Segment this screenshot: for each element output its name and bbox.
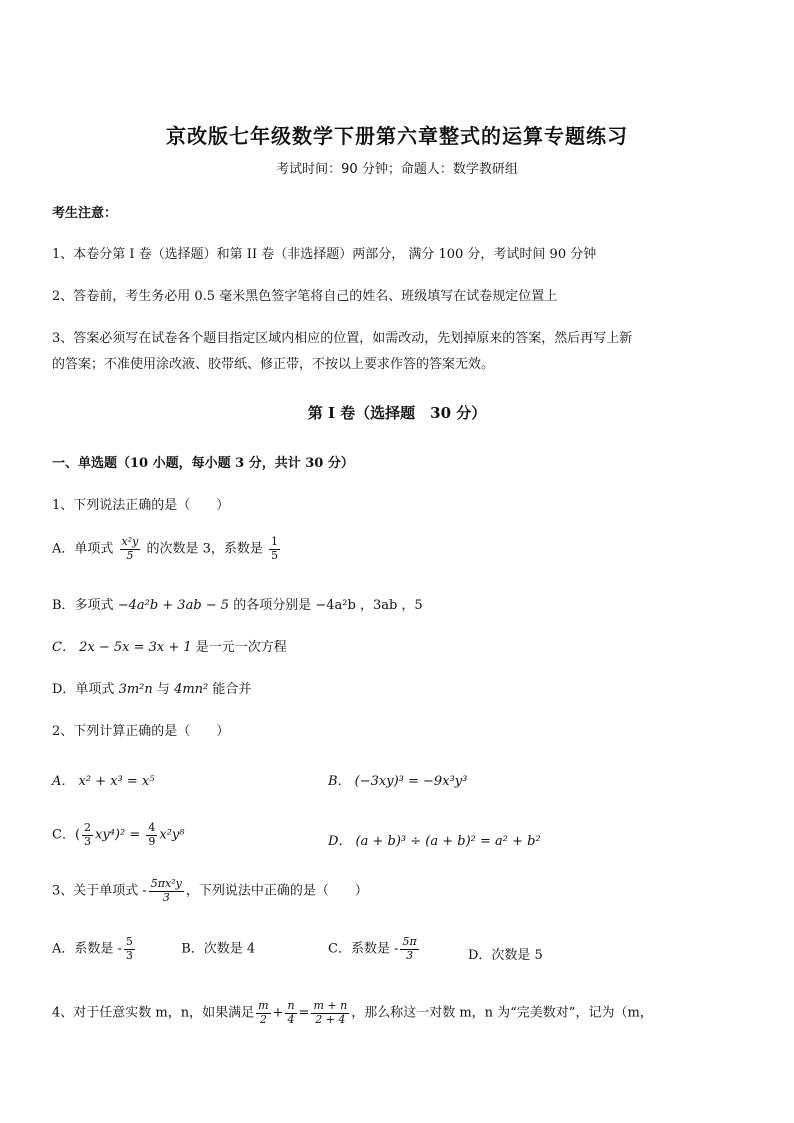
q1-d-expression-1: 3m²n <box>118 682 153 697</box>
q2-c-prefix: C．( <box>52 827 81 843</box>
q1-a-fraction-den: 5 <box>126 548 134 562</box>
q3-stem-prefix: 3、关于单项式 - <box>52 883 147 899</box>
q1-a-coef-den: 5 <box>271 548 279 562</box>
q1-b-expression: −4a²b + 3ab − 5 <box>117 598 230 613</box>
exam-info: 考试时间：90 分钟；命题人：数学教研组 <box>276 162 518 177</box>
q3-options-row <box>52 936 255 962</box>
q4-fraction-2 <box>285 1000 296 1026</box>
q3-stem-fraction <box>149 878 184 904</box>
q1-a-fraction-num: x²y <box>121 535 139 548</box>
q4-fraction-1 <box>256 1000 270 1026</box>
q2-c-fraction-num: 2 <box>84 821 92 834</box>
q1-d-middle: 与 <box>156 682 170 697</box>
q1-a-coef-num: 1 <box>271 535 279 548</box>
q3-c-fraction-den: 3 <box>406 948 414 962</box>
q4-fraction-2-den: 4 <box>287 1012 295 1026</box>
q3-a-fraction <box>124 936 135 962</box>
q3-a-fraction-den: 3 <box>125 948 133 962</box>
q3-stem-suffix: ，下列说法中正确的是（ ） <box>185 883 368 899</box>
q1-d-suffix: 能合并 <box>212 682 252 697</box>
q3-c-fraction <box>400 936 418 962</box>
q1-a-prefix: A．单项式 <box>52 541 114 557</box>
q4-prefix: 4、对于任意实数 m，n，如果满足 <box>52 1005 255 1021</box>
q2-c-result-fraction <box>146 822 157 848</box>
q2-option-c <box>52 822 184 848</box>
q2-option-a: A． x² + x³ = x⁵ <box>52 774 155 789</box>
q3-stem-fraction-num: 5πx²y <box>150 877 182 890</box>
q1-stem: 1、下列说法正确的是（ ） <box>52 498 230 513</box>
q2-stem: 2、下列计算正确的是（ ） <box>52 724 230 739</box>
q2-c-fraction <box>82 822 93 848</box>
q1-a-coef-fraction <box>269 536 280 562</box>
q4-equals: = <box>298 1005 310 1021</box>
q2-c-middle: xy⁴)² = <box>95 827 145 843</box>
q1-c-expression: C． 2x − 5x = 3x + 1 <box>52 640 192 655</box>
q3-option-b: B．次数是 4 <box>181 941 256 957</box>
q1-a-middle: 的次数是 3，系数是 <box>146 541 263 557</box>
q2-option-d: D． (a + b)³ ÷ (a + b)² = a² + b² <box>328 834 541 849</box>
notice-item-3: 3、答案必须写在试卷各个题目指定区域内相应的位置，如需改动，先划掉原来的答案，然后再写上新 <box>52 331 633 346</box>
notice-item-1: 1、本卷分第 I 卷（选择题）和第 II 卷（非选择题）两部分， 满分 100 分，考试时间 90 分钟 <box>52 247 597 262</box>
q1-option-c <box>52 636 287 655</box>
q1-c-suffix: 是一元一次方程 <box>195 640 287 655</box>
q4-fraction-3 <box>311 1000 349 1026</box>
q1-option-a <box>52 536 282 562</box>
q4-stem <box>52 1000 653 1026</box>
q4-fraction-1-den: 2 <box>259 1012 267 1026</box>
q3-c-prefix: C．系数是 - <box>328 941 399 957</box>
q4-fraction-2-num: n <box>287 999 295 1012</box>
notice-item-2: 2、答卷前，考生务必用 0.5 毫米黑色签字笔将自己的姓名、班级填写在试卷规定位置上 <box>52 289 558 304</box>
q3-c-fraction-num: 5π <box>402 935 417 948</box>
q4-fraction-3-num: m + n <box>313 999 348 1012</box>
q4-fraction-3-den: 2 + 4 <box>315 1012 346 1026</box>
q3-option-d: D．次数是 5 <box>468 948 543 963</box>
q3-stem <box>52 878 368 904</box>
q3-a-fraction-num: 5 <box>125 935 133 948</box>
part-heading: 一、单选题（10 小题，每小题 3 分，共计 30 分） <box>52 456 354 471</box>
q4-plus: + <box>272 1005 284 1021</box>
q4-fraction-1-num: m <box>258 999 269 1012</box>
q3-a-prefix: A．系数是 - <box>52 941 122 957</box>
q2-c-result-num: 4 <box>148 821 156 834</box>
notice-heading: 考生注意： <box>52 206 118 221</box>
q2-c-fraction-den: 3 <box>84 834 92 848</box>
q1-a-fraction <box>120 536 141 562</box>
q1-d-expression-2: 4mn² <box>174 682 209 697</box>
q2-c-tail: x²y⁸ <box>159 827 185 843</box>
q1-d-prefix: D．单项式 <box>52 682 115 697</box>
page-title: 京改版七年级数学下册第六章整式的运算专题练习 <box>166 124 628 148</box>
q2-c-result-den: 9 <box>148 834 156 848</box>
section-title: 第 I 卷（选择题 30 分） <box>307 404 487 422</box>
notice-item-3-cont: 的答案；不准使用涂改液、胶带纸、修正带，不按以上要求作答的答案无效。 <box>52 357 495 372</box>
q1-option-b <box>52 594 423 613</box>
q1-b-prefix: B．多项式 <box>52 598 114 613</box>
q4-suffix: ，那么称这一对数 m，n 为“完美数对”，记为（m， <box>351 1005 653 1021</box>
q1-option-d <box>52 678 251 697</box>
q3-stem-fraction-den: 3 <box>162 890 170 904</box>
q2-option-b: B． (−3xy)³ = −9x³y³ <box>328 774 468 789</box>
q3-option-c <box>328 936 421 962</box>
q1-b-suffix: 的各项分别是 −4a²b ，3ab ，5 <box>233 598 423 613</box>
